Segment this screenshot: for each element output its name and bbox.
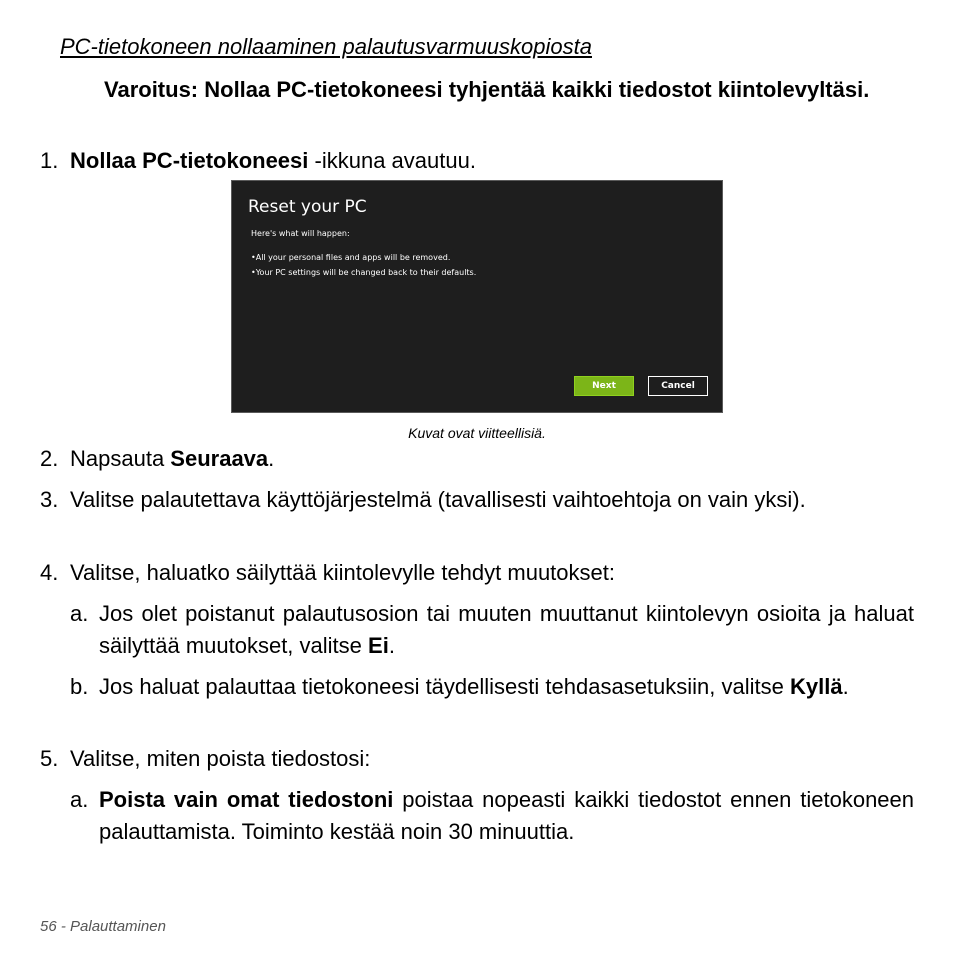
step-text: Valitse, miten poista tiedostosi: (70, 746, 371, 771)
sub-bold: Ei (368, 633, 389, 658)
step-5a (70, 784, 915, 848)
sub-letter: a. (70, 787, 89, 812)
step-number: 2. (40, 446, 59, 471)
step-number: 4. (40, 560, 59, 585)
step-4 (40, 557, 914, 589)
reset-bullet: • Your PC settings will be changed back to their defaults. (251, 265, 476, 280)
reset-bullet: • All your personal files and apps will be removed. (251, 250, 476, 265)
step-1 (40, 145, 914, 177)
sub-bold: Poista vain omat tiedostoni (99, 787, 394, 812)
step-text: -ikkuna avautuu. (308, 148, 476, 173)
step-number: 3. (40, 487, 59, 512)
sub-text: poistaa nopeasti kaikki tiedostot ennen tietokoneen palauttamista. Toiminto kestää noin 30 minuuttia. (99, 787, 915, 844)
sub-letter: b. (70, 674, 89, 699)
sub-text: Jos haluat palauttaa tietokoneesi täydellisesti tehdasasetuksiin, valitse (99, 674, 790, 699)
sub-letter: a. (70, 601, 89, 626)
reset-title: Reset your PC (248, 197, 367, 217)
cancel-button[interactable]: Cancel (648, 376, 708, 396)
step-3 (40, 484, 914, 516)
step-bold: Nollaa PC-tietokoneesi (70, 148, 309, 173)
reset-intro: Here's what will happen: (251, 229, 350, 238)
step-bold: Seuraava (170, 446, 269, 471)
step-4a (70, 598, 914, 662)
section-heading: PC-tietokoneen nollaaminen palautusvarmuuskopiosta (60, 34, 592, 59)
step-4b (70, 671, 914, 703)
sub-text: Jos olet poistanut palautusosion tai muuten muuttanut kiintolevyn osioita ja haluat säilyttää muutokset, valitse (99, 601, 914, 658)
reset-pc-screenshot (231, 180, 723, 413)
step-text: Valitse palautettava käyttöjärjestelmä (tavallisesti vaihtoehtoja on vain yksi). (70, 487, 806, 512)
step-5 (40, 743, 914, 775)
sub-after: . (842, 674, 849, 699)
page-footer: 56 - Palauttaminen (40, 918, 166, 935)
step-text: Napsauta (70, 446, 171, 471)
reset-bullets (251, 250, 476, 280)
step-2 (40, 443, 914, 475)
image-caption: Kuvat ovat viitteellisiä. (408, 425, 546, 441)
sub-after: . (388, 633, 395, 658)
step-number: 1. (40, 148, 59, 173)
warning-text: Varoitus: Nollaa PC-tietokoneesi tyhjentää kaikki tiedostot kiintolevyltäsi. (104, 77, 870, 102)
step-number: 5. (40, 746, 59, 771)
sub-bold: Kyllä (789, 674, 843, 699)
step-text: Valitse, haluatko säilyttää kiintolevylle tehdyt muutokset: (70, 560, 615, 585)
next-button[interactable]: Next (574, 376, 634, 396)
step-after: . (268, 446, 275, 471)
